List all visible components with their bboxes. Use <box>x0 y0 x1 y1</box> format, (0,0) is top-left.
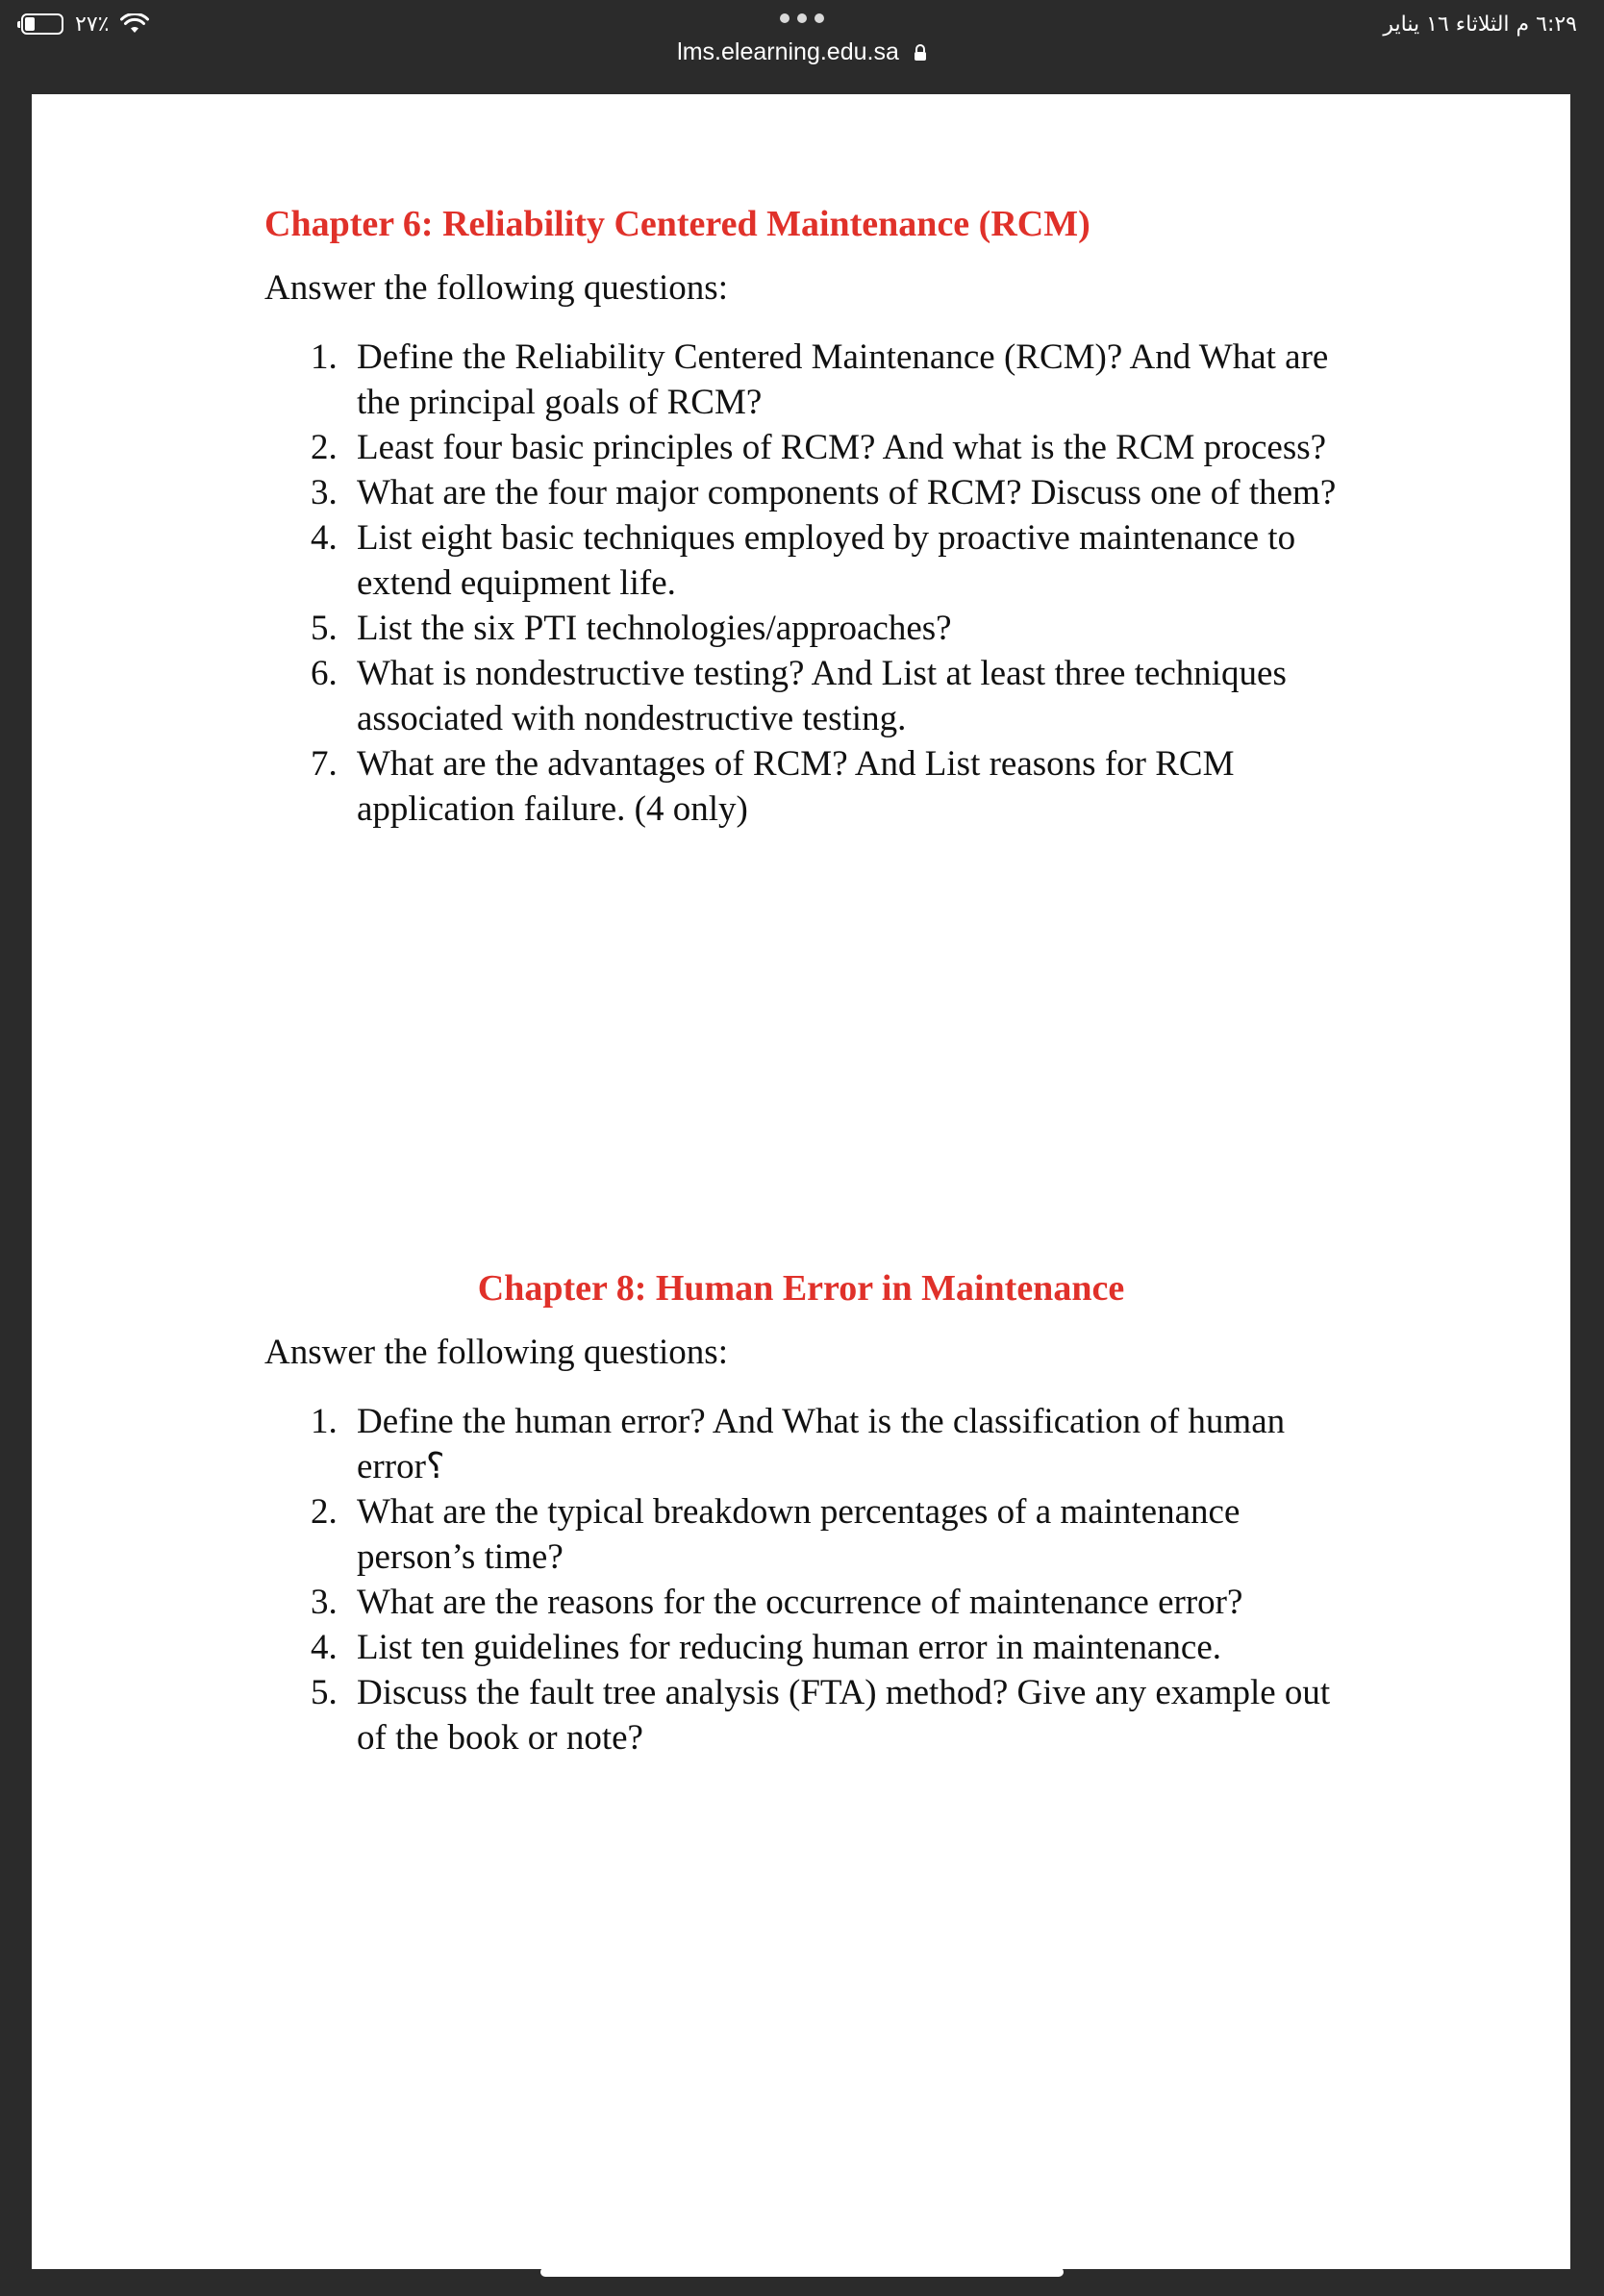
time-date: ٦:٢٩ م الثلاثاء ١٦ يناير <box>1383 12 1577 37</box>
battery-percent: ٢٧٪ <box>75 12 110 37</box>
url-bar[interactable] <box>0 38 1604 66</box>
list-item: 4. List eight basic techniques employed by proactive maintenance to extend equipment life. <box>311 518 1296 603</box>
chapter-6-title: Chapter 6: Reliability Centered Maintenance (RCM) <box>264 204 1090 244</box>
list-item: 4. List ten guidelines for reducing human error in maintenance. <box>311 1628 1222 1667</box>
list-item: 1. Define the Reliability Centered Maintenance (RCM)? And What are the principal goals of RCM? <box>311 337 1329 422</box>
chapter-6-intro: Answer the following questions: <box>264 268 728 308</box>
list-item: 1. Define the human error? And What is the classification of human error؟ <box>311 1402 1286 1486</box>
top-bar <box>0 0 1604 83</box>
list-item: 3. What are the reasons for the occurrence of maintenance error? <box>311 1583 1243 1622</box>
battery-icon <box>21 13 63 35</box>
list-item: 2. Least four basic principles of RCM? And what is the RCM process? <box>311 428 1327 467</box>
status-left <box>21 10 149 38</box>
lock-icon <box>914 44 927 62</box>
list-item: 3. What are the four major components of RCM? Discuss one of them? <box>311 473 1337 512</box>
more-dots-icon[interactable] <box>780 13 824 23</box>
chapter-8-title: Chapter 8: Human Error in Maintenance <box>477 1268 1125 1309</box>
chapter-8-questions <box>264 1399 1341 1760</box>
url-text: lms.elearning.edu.sa <box>677 38 899 65</box>
status-right <box>1383 10 1577 38</box>
list-item: 5. Discuss the fault tree analysis (FTA) method? Give any example out of the book or note? <box>311 1673 1331 1758</box>
list-item: 6. What is nondestructive testing? And List at least three techniques associated with nondestructive testing. <box>311 654 1287 738</box>
home-indicator[interactable] <box>540 2267 1064 2277</box>
chapter-8-intro: Answer the following questions: <box>264 1333 728 1372</box>
list-item: 5. List the six PTI technologies/approaches? <box>311 609 952 648</box>
list-item: 7. What are the advantages of RCM? And List reasons for RCM application failure. (4 only) <box>311 744 1235 829</box>
list-item: 2. What are the typical breakdown percentages of a maintenance person’s time? <box>311 1492 1241 1577</box>
chapter-6-questions <box>264 335 1341 832</box>
document-page[interactable] <box>32 94 1570 2269</box>
wifi-icon <box>120 13 149 35</box>
